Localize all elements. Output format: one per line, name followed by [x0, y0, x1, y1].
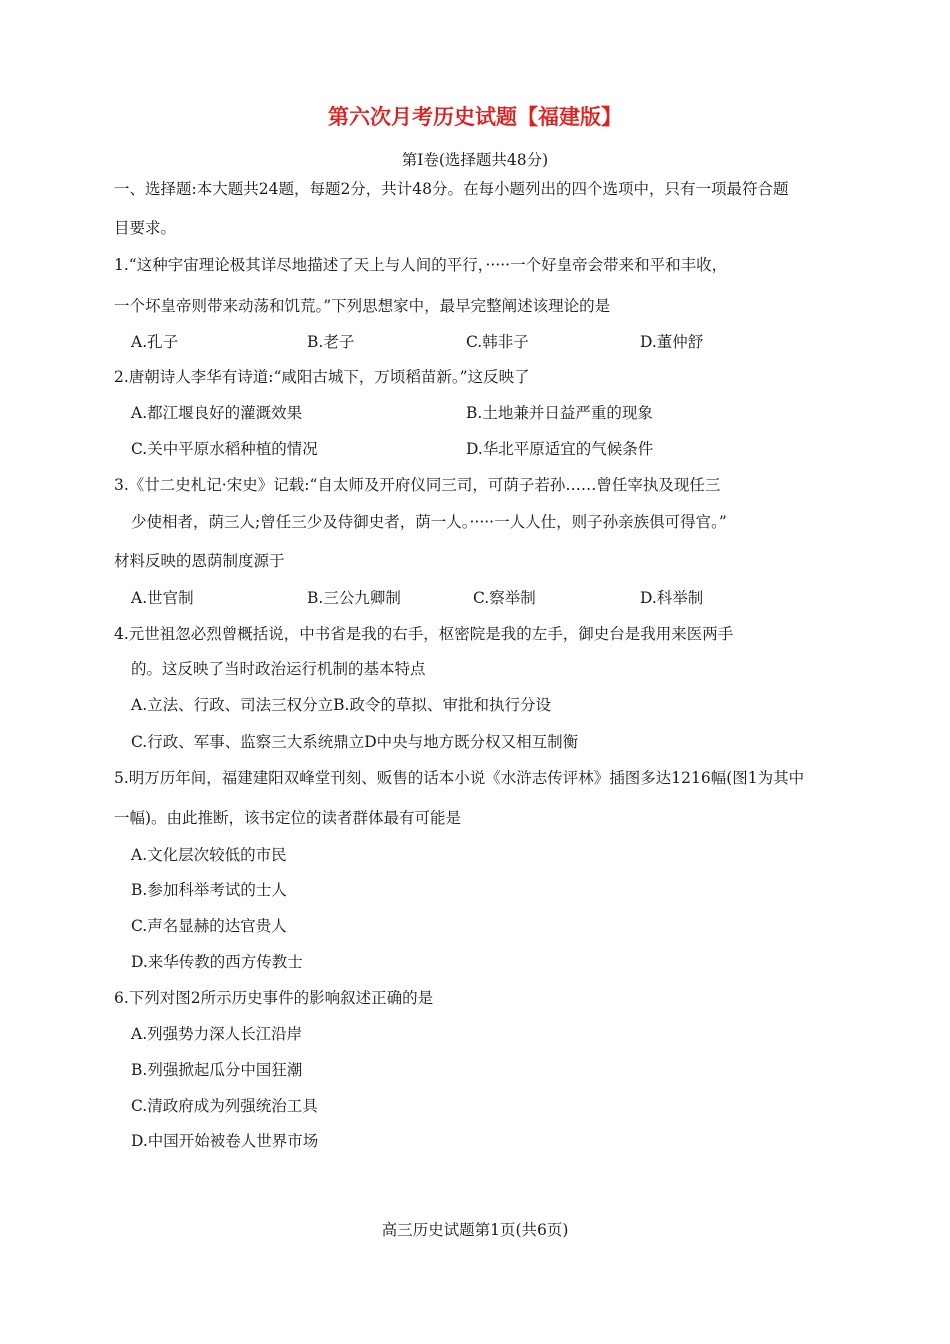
question-4-line-1: 4.元世祖忽必烈曾概括说，中书省是我的右手，枢密院是我的左手，御史台是我用来医两手 [114, 625, 734, 643]
question-5-option-b: B.参加科举考试的士人 [131, 881, 287, 899]
question-3-option-b: B.三公九卿制 [307, 589, 401, 607]
question-5-line-2: 一幅)。由此推断，该书定位的读者群体最有可能是 [114, 809, 462, 827]
question-6-option-c: C.清政府成为列强统治工具 [131, 1097, 318, 1115]
question-2-option-c: C.关中平原水稻种植的情况 [131, 440, 318, 458]
question-5-option-c: C.声名显赫的达官贵人 [131, 917, 287, 935]
question-6-option-d: D.中国开始被卷人世界市场 [131, 1132, 319, 1150]
question-1-line-1: 1.“这种宇宙理论极其详尽地描述了天上与人间的平行，·····一个好皇帝会带来和平和丰收， [114, 256, 728, 274]
question-5-line-1: 5.明万历年间，福建建阳双峰堂刊刻、贩售的话本小说《水浒志传评林》插图多达1216幅(图1为其中 [114, 769, 805, 787]
question-1-option-a: A.孔子 [131, 333, 179, 351]
question-4-option-ab: A.立法、行政、司法三权分立B.政令的草拟、审批和执行分设 [131, 696, 551, 714]
question-2-option-a: A.都江堰良好的灌溉效果 [131, 404, 303, 422]
question-2-option-b: B.土地兼并日益严重的现象 [466, 404, 653, 422]
question-3-option-d: D.科举制 [640, 589, 704, 607]
question-4-line-2: 的。这反映了当时政治运行机制的基本特点 [131, 660, 426, 678]
question-1-option-c: C.韩非子 [466, 333, 529, 351]
page-footer: 高三历史试题第1页(共6页) [381, 1221, 569, 1239]
question-6-line-1: 6.下列对图2所示历史事件的影响叙述正确的是 [114, 989, 434, 1007]
page-title: 第六次月考历史试题【福建版】 [328, 105, 622, 129]
question-2-line-1: 2.唐朝诗人李华有诗道:“咸阳古城下，万顷稻苗新。”这反映了 [114, 368, 530, 386]
instructions-line-1: 一、选择题:本大题共24题，每题2分，共计48分。在每小题列出的四个选项中，只有一项最符合题 [114, 180, 789, 198]
question-1-option-b: B.老子 [307, 333, 355, 351]
question-5-option-a: A.文化层次较低的市民 [131, 846, 287, 864]
question-5-option-d: D.来华传教的西方传教士 [131, 953, 303, 971]
question-2-option-d: D.华北平原适宜的气候条件 [466, 440, 654, 458]
question-3-line-2: 少使相者，荫三人;曾任三少及侍御史者，荫一人。·····一人人仕，则子孙亲族俱可得官。” [131, 513, 727, 531]
section-heading: 第Ⅰ卷(选择题共48分) [401, 151, 549, 169]
instructions-line-2: 目要求。 [114, 219, 177, 237]
question-6-option-b: B.列强掀起瓜分中国狂潮 [131, 1061, 303, 1079]
question-3-line-3: 材料反映的恩荫制度源于 [114, 552, 285, 570]
question-6-option-a: A.列强势力深人长江沿岸 [131, 1025, 303, 1043]
question-3-line-1: 3.《廿二史札记·宋史》记载:“自太师及开府仪同三司，可荫子若孙……曾任宰执及现任三 [114, 476, 721, 494]
question-1-option-d: D.董仲舒 [640, 333, 704, 351]
question-3-option-a: A.世官制 [131, 589, 194, 607]
question-4-option-cd: C.行政、军事、监察三大系统鼎立D中央与地方既分权又相互制衡 [131, 733, 579, 751]
question-3-option-c: C.察举制 [473, 589, 536, 607]
question-1-line-2: 一个坏皇帝则带来动荡和饥荒。”下列思想家中，最早完整阐述该理论的是 [114, 297, 611, 315]
